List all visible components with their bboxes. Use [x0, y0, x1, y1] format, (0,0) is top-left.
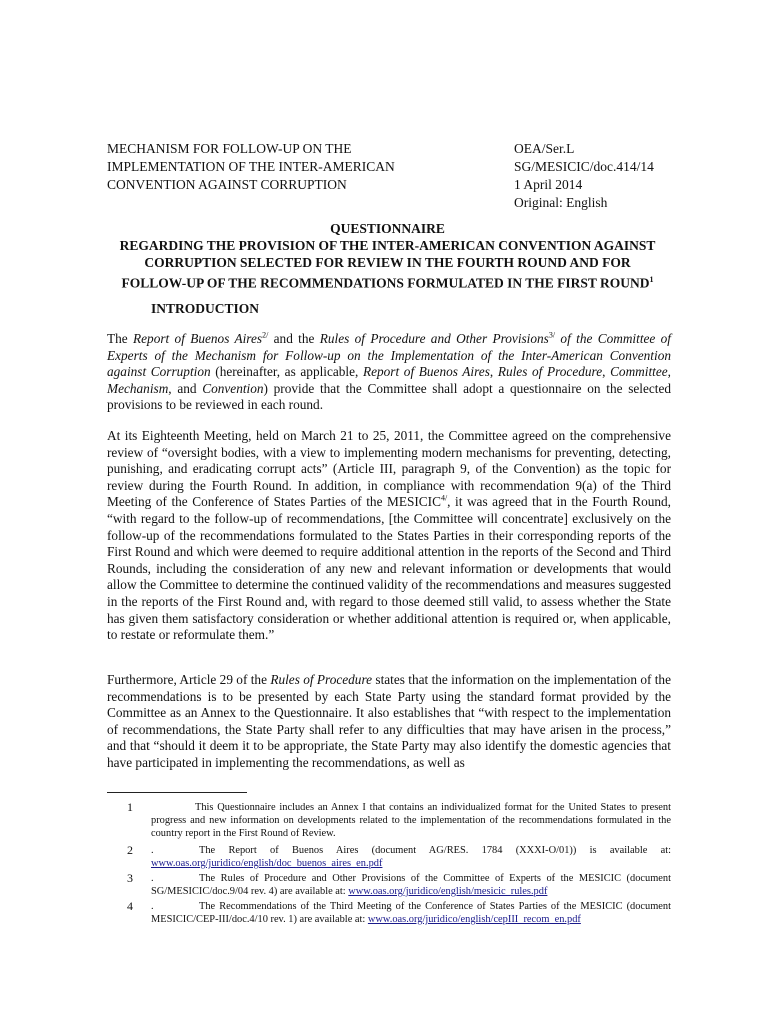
- title-line: CORRUPTION SELECTED FOR REVIEW IN THE FOURTH ROUND AND FOR: [144, 255, 631, 270]
- italic-run: Committee: [610, 364, 668, 380]
- text-run: The: [107, 331, 134, 346]
- footnote-link[interactable]: www.oas.org/juridico/english/doc_buenos_aires_en.pdf: [151, 858, 383, 869]
- footnote-text: The Report of Buenos Aires (document AG/RES. 1784 (XXXI-O/01)) is available at:: [199, 845, 671, 856]
- footnote-3: [107, 872, 671, 898]
- footnote-number: 4: [127, 899, 133, 913]
- title-line-text: FOLLOW-UP OF THE RECOMMENDATIONS FORMULATED IN THE FIRST ROUND: [121, 275, 650, 291]
- footnote-4: [107, 900, 671, 926]
- italic-run: Convention: [202, 380, 264, 396]
- text-run: and the: [268, 331, 320, 346]
- title-line: [100, 271, 675, 292]
- italic-run: Rules of Procedure and Other Provisions: [319, 331, 549, 346]
- italic-run: Report of Buenos Aires: [133, 331, 263, 346]
- text-run: , and: [168, 380, 203, 396]
- footnote-dot: .: [151, 901, 154, 912]
- footnote-text: The Rules of Procedure and Other Provisions of the Committee of Experts of the MESICIC (document SG/MESICIC/doc.9/04 rev. 4) are available at:: [151, 873, 671, 897]
- text-run: ) provide that the Committee shall adopt a questionnaire on the selected provisions to be reviewed in each round.: [107, 380, 672, 413]
- text-run: At its Eighteenth Meeting, held on March 21 to 25, 2011, the Committee agreed on the comprehensive review of “oversight bodies, with a view to implementing modern mechanisms for preventing, detecting, punishing, and eradicating corrupt acts” (Article III, paragraph 9, of the Convention) as the topic for review during the Fourth Round. In addition, in compliance with recommendation 9(a) of the Third Meeting of the Conference of States Parties of the MESICIC: [107, 428, 671, 510]
- header-mechanism-name: [107, 140, 447, 194]
- header-series: OEA/Ser.L: [514, 141, 575, 156]
- header-date: 1 April 2014: [514, 177, 583, 192]
- footnote-text: This Questionnaire includes an Annex I that contains an individualized format for the United States to present progress and new information on developments related to the implementation of the recommendations formulated in the country report in the First Round of Review.: [151, 802, 671, 839]
- header-left-line: MECHANISM FOR FOLLOW-UP ON THE: [107, 141, 352, 156]
- italic-run: of the Committee of Experts of the Mechanism for Follow-up on the Implementation of the Inter-American Convention against Corruption: [107, 331, 671, 380]
- title-line: QUESTIONNAIRE: [330, 221, 445, 236]
- italic-run: Mechanism: [107, 380, 169, 396]
- text-run: (hereinafter, as applicable,: [210, 364, 363, 380]
- italic-run: Report of Buenos Aires: [362, 364, 490, 380]
- footnote-number: 2: [127, 843, 133, 857]
- header-document-reference: [514, 140, 714, 212]
- footnote-ref[interactable]: 2/: [262, 330, 269, 340]
- footnote-dot: .: [151, 873, 154, 884]
- footnote-link[interactable]: www.oas.org/juridico/english/mesicic_rules.pdf: [348, 886, 548, 897]
- document-title: [100, 220, 675, 292]
- footnote-number: 3: [127, 871, 133, 885]
- header-original-language: Original: English: [514, 195, 608, 210]
- footnote-ref[interactable]: 4/: [440, 493, 448, 503]
- header-doc-number: SG/MESICIC/doc.414/14: [514, 159, 654, 174]
- header-left-line: IMPLEMENTATION OF THE INTER-AMERICAN: [107, 159, 395, 174]
- footnote-link[interactable]: www.oas.org/juridico/english/cepIII_recom_en.pdf: [367, 914, 581, 925]
- paragraph-2: [107, 428, 671, 644]
- footnote-dot: .: [151, 845, 154, 856]
- italic-run: Rules of Procedure: [497, 364, 603, 380]
- title-line: REGARDING THE PROVISION OF THE INTER-AMERICAN CONVENTION AGAINST: [119, 238, 656, 253]
- section-heading-introduction: INTRODUCTION: [151, 301, 260, 316]
- italic-run: Rules of Procedure: [270, 672, 373, 687]
- footnote-ref[interactable]: 3/: [548, 330, 556, 340]
- paragraph-1: [107, 331, 671, 414]
- footnote-ref[interactable]: 1: [649, 275, 654, 284]
- paragraph-3: [107, 672, 671, 772]
- footnote-2: [107, 844, 671, 870]
- footnote-number: 1: [127, 800, 133, 814]
- text-run: ,: [667, 364, 671, 380]
- text-run: , it was agreed that in the Fourth Round, “with regard to the follow-up of recommendations, [the Committee will concentrate] exclusively on the follow-up of the recommendations formulated to the States Parties in their corresponding reports of the First Round and which were deemed to require additional attention in the reports of the Second and Third Rounds, including the consideration of any new and relevant information or developments that would allow the Committee to determine the continued validity of the recommendations and measures suggested in the reports of the First Round and, with regard to those deemed still valid, to assess whether the State has given them satisfactory consideration or whether additional attention is required or, when applicable, to restate or reformulate them.”: [107, 494, 671, 643]
- text-run: ,: [602, 364, 611, 380]
- text-run: Furthermore, Article 29 of the: [107, 672, 271, 687]
- header-left-line: CONVENTION AGAINST CORRUPTION: [107, 177, 347, 192]
- text-run: states that the information on the implementation of the recommendations is to be presented by each State Party using the standard format provided by the Committee as an Annex to the Questionnaire. It also establishes that “with respect to the implementation of recommendations, the State Party shall refer to any difficulties that may have arisen in the process,” and that “should it deem it to be appropriate, the State Party may also identify the domestic agencies that have participated in implementing the recommendations, as well as: [107, 672, 671, 770]
- text-run: ,: [489, 364, 498, 380]
- footnote-separator: [107, 792, 247, 793]
- footnote-text: The Recommendations of the Third Meeting of the Conference of States Parties of the MESICIC (document MESICIC/CEP-III/doc.4/10 rev. 1) are available at:: [151, 901, 671, 925]
- footnote-1: [107, 801, 671, 840]
